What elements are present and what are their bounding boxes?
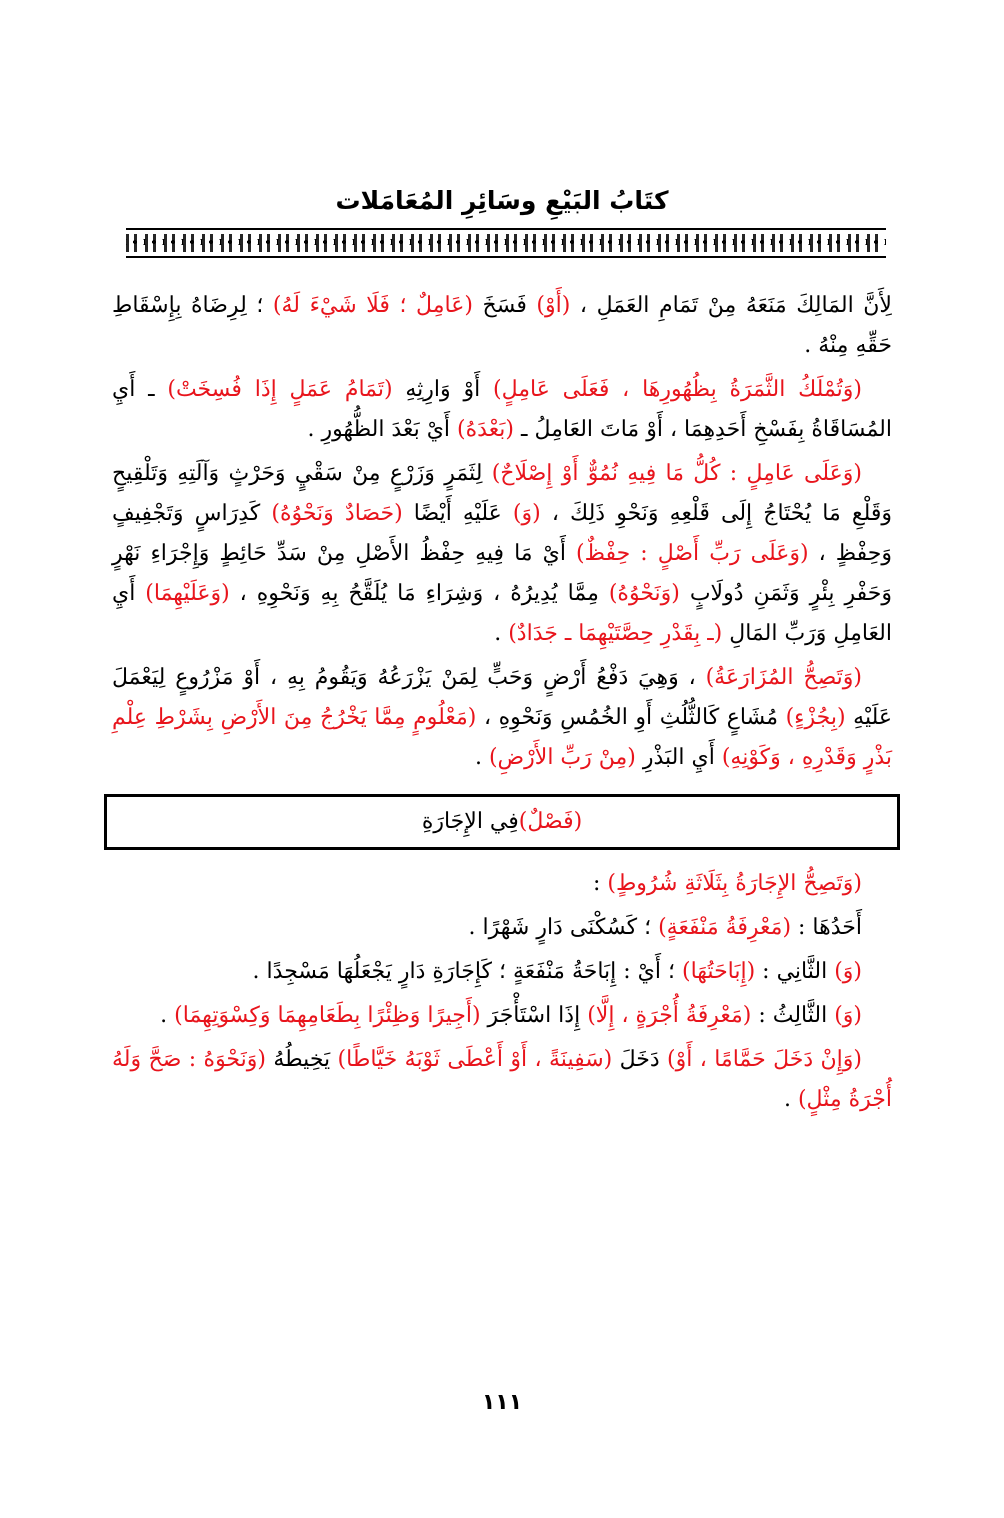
text: أَيِ البَذْرِ bbox=[635, 745, 722, 770]
text: ؛ لِرِضَاهُ بِإِسْقَاطِ حَقِّهِ مِنْهُ . bbox=[112, 293, 892, 358]
matn-text: (تَمَامُ عَمَلٍ إِذَا فُسِخَتْ) bbox=[167, 377, 393, 402]
text: . bbox=[783, 1087, 798, 1112]
text: ؛ أَيْ : إِبَاحَةُ مَنْفَعَةٍ ؛ كَإِجَارَةِ دَارٍ يَجْعَلُهَا مَسْجِدًا . bbox=[252, 959, 682, 984]
section-heading bbox=[104, 794, 900, 850]
page-body bbox=[112, 286, 892, 1124]
text: لِثَمَرٍ وَزَرْعٍ مِنْ سَقْيٍ وَحَرْثٍ وَآلَتِهِ وَتَلْقِيحٍ وَقَلْعِ مَا يُحْتَاجُ إِلَى قَلْعِهِ وَنَحْوِ ذَلِكَ ، bbox=[112, 461, 892, 526]
matn-text: (أَجِيرًا وَظِئْرًا بِطَعَامِهِمَا وَكِسْوَتِهِمَا) bbox=[174, 1003, 481, 1028]
running-header: كتَابُ البَيْعِ وسَائِرِ المُعَامَلات bbox=[335, 186, 669, 215]
matn-text: (ـ بِقَدْرِ حِصَّتَيْهِمَا ـ جَدَادٌ) bbox=[508, 621, 723, 646]
matn-text: (وَإِنْ دَخَلَ حَمَّامًا ، أَوْ) bbox=[667, 1047, 863, 1072]
text: ؛ كَسُكْنَى دَارٍ شَهْرًا . bbox=[468, 915, 659, 940]
matn-text: (مَعْرِفَةُ أُجْرَةٍ ، إِلَّا) bbox=[587, 1003, 752, 1028]
matn-text: (وَعَلَى عَامِلٍ : كُلُّ مَا فِيهِ نُمُوٌّ أَوْ إِصْلَاحٌ) bbox=[491, 461, 862, 486]
matn-text: (بِجُزْءٍ) bbox=[785, 705, 846, 730]
text: ، وَهِيَ دَفْعُ أَرْضٍ وَحَبٍّ لِمَنْ يَزْرَعُهُ وَيَقُومُ بِهِ ، أَوْ مَزْرُوعٍ لِيَعْمَلَ عَلَيْهِ bbox=[112, 665, 893, 730]
matn-text: (وَعَلَيْهِمَا) bbox=[145, 581, 230, 606]
matn-text: (مَعْلُومٍ مِمَّا يَخْرُجُ مِنَ الأَرْضِ بِشَرْطِ عِلْمِ بَذْرٍ وَقَدْرِهِ ، وَكَوْنِهِ) bbox=[112, 705, 892, 770]
matn-text: (حَصَادٌ وَنَحْوُهُ) bbox=[271, 501, 403, 526]
matn-text: (مَعْرِفَةُ مَنْفَعَةٍ) bbox=[658, 915, 792, 940]
text: أَيِ العَامِلِ وَرَبِّ المَالِ bbox=[112, 581, 892, 646]
matn-text: (أَوْ) bbox=[536, 293, 571, 318]
text: إِذَا اسْتَأْجَرَ bbox=[480, 1003, 588, 1028]
paragraph-2 bbox=[112, 370, 892, 450]
matn-text: (إِبَاحَتُهَا) bbox=[682, 959, 756, 984]
paragraph-4 bbox=[112, 658, 892, 778]
text: ـ أَيِ المُسَاقَاةُ بِفَسْخِ أَحَدِهِمَا ، أَوْ مَاتَ العَامِلُ ـ bbox=[112, 377, 892, 442]
text: . bbox=[160, 1003, 175, 1028]
paragraph-3 bbox=[112, 454, 892, 654]
matn-text: (سَفِينَةً ، أَوْ أَعْطَى ثَوْبَهُ خَيَّاطًا) bbox=[337, 1047, 613, 1072]
matn-text: (عَامِلٌ ؛ فَلَا شَيْءَ لَهُ) bbox=[272, 293, 473, 318]
matn-text: (وَعَلَى رَبِّ أَصْلٍ : حِفْظٌ) bbox=[576, 541, 809, 566]
paragraph-6 bbox=[112, 908, 892, 948]
text: مُشَاعٍ كَالثُّلُثِ أَوِ الخُمُسِ وَنَحْوِهِ ، bbox=[476, 705, 786, 730]
page-number: ١١١ bbox=[481, 1390, 523, 1415]
paragraph-1 bbox=[112, 286, 892, 366]
text: لِأَنَّ المَالِكَ مَنَعَهُ مِنْ تَمَامِ العَمَلِ ، bbox=[570, 293, 892, 318]
text: أَحَدُهَا : bbox=[791, 915, 862, 940]
text: الثَّانِي : bbox=[755, 959, 835, 984]
matn-text: (مِنْ رَبِّ الأَرْضِ) bbox=[488, 745, 636, 770]
text: يَخِيطُهُ bbox=[265, 1047, 338, 1072]
matn-text: (وَنَحْوَهُ : صَحَّ وَلَهُ أُجْرَةُ مِثْلٍ) bbox=[112, 1047, 892, 1112]
matn-text: (بَعْدَهُ) bbox=[457, 417, 515, 442]
paragraph-5 bbox=[112, 864, 892, 904]
paragraph-7 bbox=[112, 952, 892, 992]
text: أَوْ وَارِثِهِ bbox=[392, 377, 493, 402]
section-heading-text: فِي الإِجَارَةِ bbox=[421, 809, 519, 834]
paragraph-9 bbox=[112, 1040, 892, 1120]
matn-text: (وَ) bbox=[834, 959, 862, 984]
text: أَيْ بَعْدَ الظُّهُورِ . bbox=[307, 417, 458, 442]
matn-text: (وَتَصِحُّ الإِجَارَةُ بِثَلَاثَةِ شُرُوطٍ) bbox=[607, 871, 862, 896]
matn-text: (وَ) bbox=[834, 1003, 862, 1028]
matn-text: (وَتَصِحُّ المُزَارَعَةُ) bbox=[705, 665, 862, 690]
matn-text: (وَتُمْلَكُ الثَّمَرَةُ بِظُهُورِهَا ، فَعَلَى عَامِلٍ) bbox=[492, 377, 862, 402]
text: عَلَيْهِ أَيْضًا bbox=[402, 501, 513, 526]
text: . bbox=[474, 745, 489, 770]
text: : bbox=[592, 871, 608, 896]
matn-text: (وَ) bbox=[512, 501, 541, 526]
text: دَخَلَ bbox=[612, 1047, 668, 1072]
text: الثَّالِثُ : bbox=[751, 1003, 835, 1028]
ornamental-divider bbox=[126, 228, 886, 258]
text: أَيْ مَا فِيهِ حِفْظُ الأَصْلِ مِنْ سَدِّ حَائِطٍ وَإِجْرَاءِ نَهْرٍ وَحَفْرِ بِئْرٍ وَثَمَنِ دُولَابٍ bbox=[112, 541, 892, 606]
text: مِمَّا يُدِيرُهُ ، وَشِرَاءِ مَا يُلَقَّحُ بِهِ وَنَحْوِهِ ، bbox=[229, 581, 609, 606]
text: . bbox=[494, 621, 509, 646]
text: فَسَخَ bbox=[472, 293, 537, 318]
text: كَدِرَاسٍ وَتَجْفِيفٍ وَحِفْظٍ ، bbox=[112, 501, 892, 566]
section-heading-marker: (فَصْلٌ) bbox=[518, 809, 583, 834]
paragraph-8 bbox=[112, 996, 892, 1036]
matn-text: (وَنَحْوُهُ) bbox=[608, 581, 680, 606]
